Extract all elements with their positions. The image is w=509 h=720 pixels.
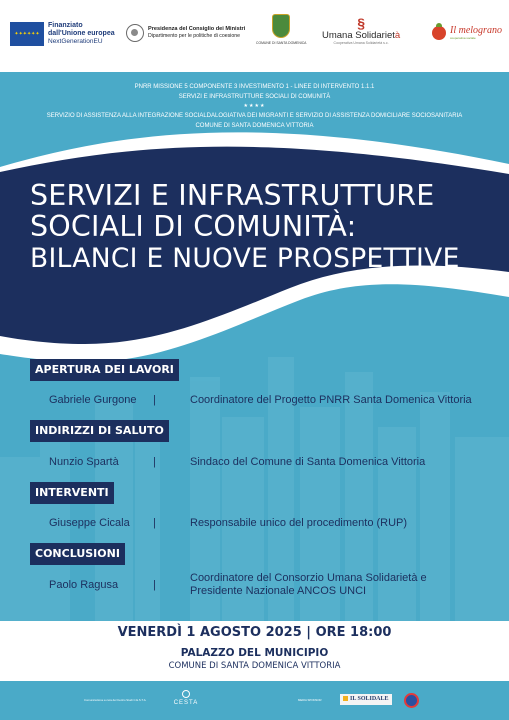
intro-stars: ★★★★ (243, 103, 266, 109)
melograno-text (450, 26, 502, 40)
title-line3: BILANCI E NUOVE PROSPETTIVE (30, 243, 460, 274)
separator: | (153, 517, 156, 529)
speaker-name: Giuseppe Cicala (49, 517, 130, 529)
eu-text (48, 22, 115, 46)
speaker-role: Responsabile unico del procedimento (RUP) (190, 517, 408, 529)
intro-line2: SERVIZI E INFRASTRUTTURE SOCIALI DI COMUNITÀ (178, 94, 331, 100)
speaker-name: Gabriele Gurgone (49, 394, 137, 406)
il-solidale-logo: IL SOLIDALE (340, 694, 392, 705)
umana-name (322, 30, 400, 41)
section-label-conclusioni: CONCLUSIONI (30, 543, 125, 565)
umana-name-b: à (394, 30, 401, 41)
ancos-logo-icon (404, 693, 419, 708)
section-label-apertura: APERTURA DEI LAVORI (30, 359, 179, 381)
eu-line2: dall'Unione europea (48, 30, 115, 37)
presidenza-text (148, 26, 245, 40)
sponsor-bar (0, 681, 509, 720)
title-line1: SERVIZI E INFRASTRUTTURE (30, 179, 435, 212)
melograno-sub: cooperativa sociale (450, 36, 476, 40)
speaker-name: Nunzio Spartà (49, 456, 119, 468)
eu-logo (10, 22, 115, 46)
event-venue: PALAZZO DEL MUNICIPIO (180, 647, 329, 659)
melograno-name: Il melograno (450, 25, 502, 36)
cesta-mark-icon (182, 690, 190, 698)
intro-line1: PNRR MISSIONE 5 COMPONENTE 3 INVESTIMENTO 1 - LINEE DI INTERVENTO 1.1.1 (134, 84, 375, 90)
event-info (0, 621, 509, 681)
eu-line1: Finanziato (48, 22, 83, 29)
organizer-caption: Comunicazione a cura del Centro Studi C.E.S.T.A. (84, 698, 147, 702)
intro-line4: COMUNE DI SANTA DOMENICA VITTORIA (195, 123, 314, 129)
presidenza-logo (126, 24, 245, 42)
event-place: COMUNE DI SANTA DOMENICA VITTORIA (168, 661, 341, 671)
comune-logo (256, 14, 306, 45)
presidenza-line2: Dipartimento per le politiche di coesione (148, 33, 240, 39)
event-date-time: VENERDÌ 1 AGOSTO 2025 | ORE 18:00 (117, 625, 392, 640)
media-sponsor-caption: MEDIA SPONSOR (298, 698, 322, 702)
separator: | (153, 456, 156, 468)
speaker-role: Coordinatore del Consorzio Umana Solidarietà e Presidente Nazionale ANCOS UNCI (190, 572, 427, 597)
main-panel (0, 72, 509, 621)
speaker-role: Coordinatore del Progetto PNRR Santa Domenica Vittoria (190, 394, 472, 406)
presidenza-line1: Presidenza del Consiglio dei Ministri (148, 26, 246, 32)
speaker-role: Sindaco del Comune di Santa Domenica Vittoria (190, 456, 426, 468)
umana-sub: Cooperativa Umana Solidarietà s.c. (333, 41, 389, 45)
event-title (30, 180, 500, 275)
intro-block (0, 82, 509, 131)
umana-mark-icon: § (357, 15, 365, 31)
comune-caption: COMUNE DI SANTA DOMENICA (256, 41, 307, 45)
eu-line3: NextGenerationEU (48, 38, 103, 45)
umana-name-a: Umana Solidariet (322, 30, 395, 41)
comune-crest-icon (272, 14, 290, 38)
melograno-logo (432, 26, 502, 40)
eu-flag-icon: ✦✦✦✦✦✦ (10, 22, 44, 46)
title-line2: SOCIALI DI COMUNITÀ: (30, 210, 357, 243)
speaker-name: Paolo Ragusa (49, 579, 119, 591)
pomegranate-icon (432, 26, 446, 40)
separator: | (153, 394, 156, 406)
section-label-interventi: INTERVENTI (30, 482, 114, 504)
section-label-saluto: INDIRIZZI DI SALUTO (30, 420, 169, 442)
cesta-name: CESTA (173, 700, 199, 706)
republic-emblem-icon (126, 24, 144, 42)
umana-solidarieta-logo (322, 16, 400, 45)
background-graphic (0, 72, 509, 621)
intro-line3: SERVIZIO DI ASSISTENZA ALLA INTEGRAZIONE SOCIALDALOGIATIVA DEI MIGRANTI E SERVIZIO DI ASSISTENZA DOMICILIARE SOCIOSANITARIA (46, 113, 463, 119)
logos-bar (0, 0, 509, 72)
cesta-logo (163, 690, 209, 706)
separator: | (153, 579, 156, 591)
